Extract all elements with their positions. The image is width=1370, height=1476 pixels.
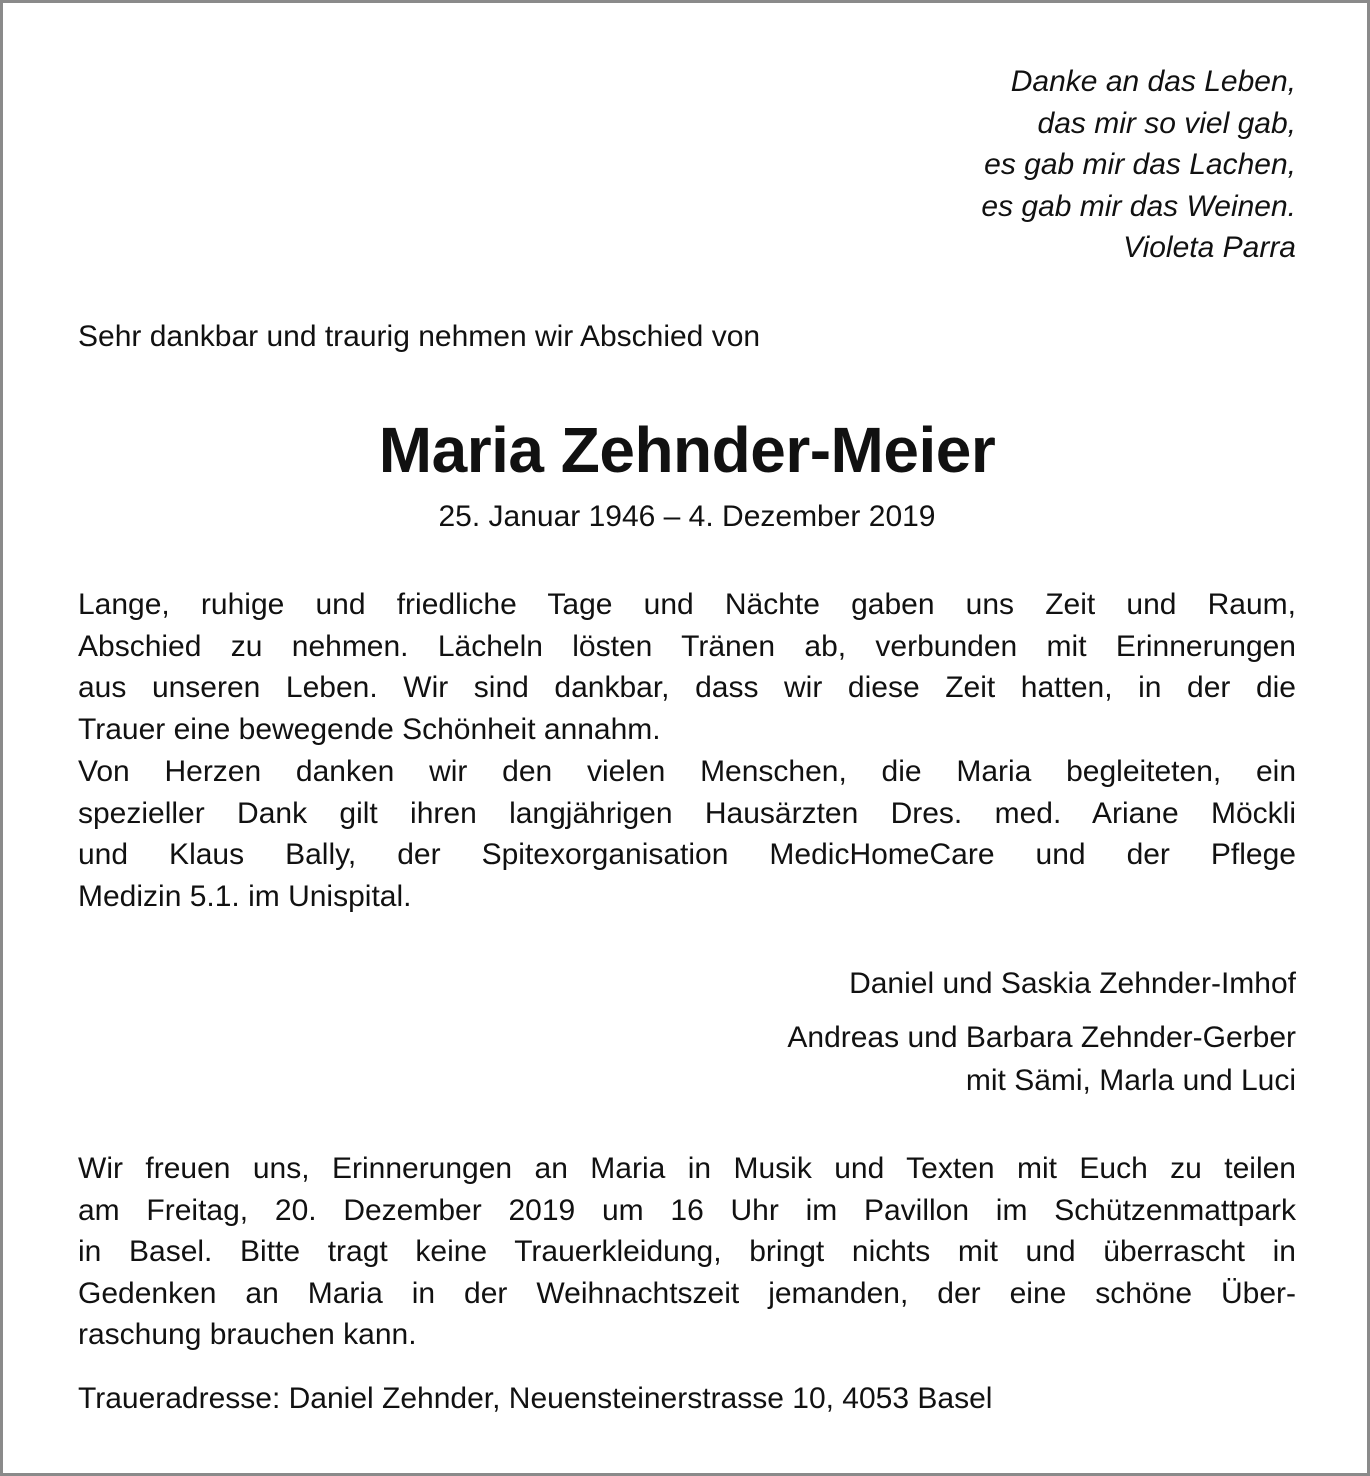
text-line: Trauer eine bewegende Schönheit annahm. (78, 713, 661, 747)
text-line: und Klaus Bally, der Spitexorganisation MedicHomeCare und der Pflege (78, 838, 1296, 872)
quote-line: Danke an das Leben, (1010, 65, 1296, 98)
text-line: aus unseren Leben. Wir sind dankbar, dass wir diese Zeit hatten, in der die (78, 671, 1296, 705)
text-line: Gedenken an Maria in der Weihnachtszeit jemanden, der eine schöne Über- (78, 1276, 1296, 1310)
intro-text: Sehr dankbar und traurig nehmen wir Abschied von (78, 320, 761, 353)
quote (78, 61, 1296, 269)
signature-line: Andreas und Barbara Zehnder-Gerber (787, 1021, 1296, 1054)
signature-line: mit Sämi, Marla und Luci (965, 1064, 1296, 1097)
quote-line: das mir so viel gab, (1037, 106, 1296, 140)
text-line: Wir freuen uns, Erinnerungen an Maria in Musik und Texten mit Euch zu teilen (78, 1152, 1296, 1185)
deceased-name: Maria Zehnder-Meier (378, 414, 996, 486)
quote-author: Violeta Parra (1123, 231, 1296, 264)
text-line: raschung brauchen kann. (78, 1318, 417, 1351)
text-line: Von Herzen danken wir den vielen Menschen, die Maria begleiteten, ein (78, 754, 1296, 788)
signature-family-2 (78, 1016, 1296, 1102)
quote-line: es gab mir das Lachen, (984, 148, 1296, 181)
quote-line: es gab mir das Weinen. (981, 189, 1296, 223)
text-line: Lange, ruhige und friedliche Tage und Nächte gaben uns Zeit und Raum, (78, 588, 1296, 621)
text-line: am Freitag, 20. Dezember 2019 um 16 Uhr im Pavillon im Schützenmattpark (78, 1193, 1296, 1227)
text-line: Medizin 5.1. im Unispital. (78, 879, 412, 913)
mourning-address: Traueradresse: Daniel Zehnder, Neuensteinerstrasse 10, 4053 Basel (78, 1382, 993, 1415)
paragraph-gathering (78, 1148, 1296, 1356)
signature-family-1: Daniel und Saskia Zehnder-Imhof (849, 967, 1296, 1000)
life-dates: 25. Januar 1946 – 4. Dezember 2019 (438, 500, 936, 533)
text-line: spezieller Dank gilt ihren langjährigen Hausärzten Dres. med. Ariane Möckli (78, 796, 1296, 830)
text-line: in Basel. Bitte tragt keine Trauerkleidung, bringt nichts mit und überrascht in (78, 1235, 1296, 1268)
text-line: Abschied zu nehmen. Lächeln lösten Tränen ab, verbunden mit Erinnerungen (78, 629, 1296, 663)
paragraph-farewell (78, 584, 1296, 918)
